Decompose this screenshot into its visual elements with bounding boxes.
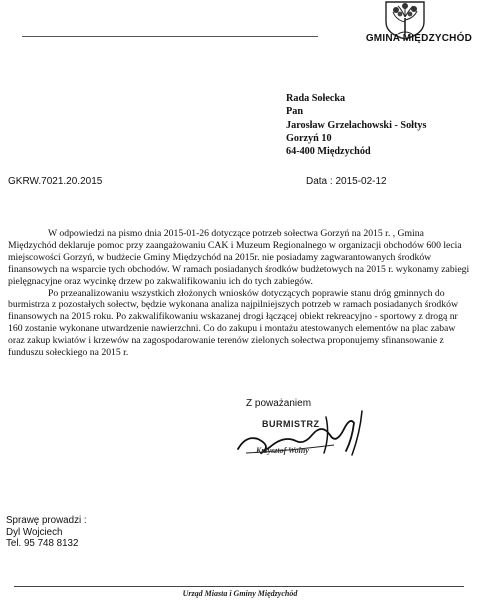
closing-regards: Z poważaniem — [246, 398, 312, 409]
contact-line: Tel. 95 748 8132 — [6, 538, 79, 549]
recipient-line: Rada Sołecka — [286, 93, 346, 104]
reference-number: GKRW.7021.20.2015 — [8, 176, 103, 187]
contact-line: Dyl Wojciech — [6, 526, 63, 538]
body-paragraph: Po przeanalizowaniu wszystkich złożonych wniosków dotyczących poprawie stanu dróg gminnych do burmistrza z pozostałych sołectw, będzie wykonana analiza najpilniejszych potrzeb w ramach posiadanych środków finansowych na 2015 roku. Po zakwalifikowaniu wskazanej drogi łączącej obiekt rekreacyjno - sportowy z drogą nr 160 zostanie wykonane utwardzenie nawierzchni. Co do zakupu i montażu atestowanych elementów na plac zabaw oraz zakup kwiatów i krzewów na zagospodarowanie terenów zielonych sołectwa proponujemy sfinansowanie z funduszu sołeckiego na 2015 r. — [8, 287, 458, 359]
recipient-address — [286, 92, 426, 158]
contact-info — [6, 515, 87, 550]
recipient-line: Gorzyń 10 — [286, 132, 332, 144]
footer-text: Urząd Miasta i Gminy Międzychód — [182, 589, 298, 598]
recipient-line: Pan — [286, 106, 303, 118]
organization-name: GMINA MIĘDZYCHÓD — [365, 33, 472, 44]
signer-title: BURMISTRZ — [262, 419, 320, 429]
body-paragraph: W odpowiedzi na pismo dnia 2015-01-26 dotyczące potrzeb sołectwa Gorzyń na 2015 r. , Gmina Międzychód deklaruje pomoc przy zaangażowaniu CAK i Muzeum Regionalnego w organizacji obchodów 600 lecia miejscowości Gorzyń, w budżecie Gminy Międzychód na 2015r. nie posiadamy zagwarantowanych środków finansowych na wsparcie tych obchodów. W ramach posiadanych środków budżetowych na 2015 r. wykonamy zabiegi pielęgnacyjne oraz wycinkę drzew po zakwalifikowaniu ich do tych zabiegów. — [8, 228, 470, 287]
letter-date: Data : 2015-02-12 — [306, 176, 387, 187]
recipient-line: 64-400 Międzychód — [286, 146, 371, 158]
signer-name: Krzysztof Wolny — [256, 446, 309, 455]
contact-line: Sprawę prowadzi : — [6, 515, 87, 526]
header-divider — [22, 36, 318, 37]
recipient-line: Jarosław Grzelachowski - Sołtys — [286, 119, 427, 131]
footer-divider — [14, 586, 464, 587]
letter-body — [8, 228, 470, 359]
